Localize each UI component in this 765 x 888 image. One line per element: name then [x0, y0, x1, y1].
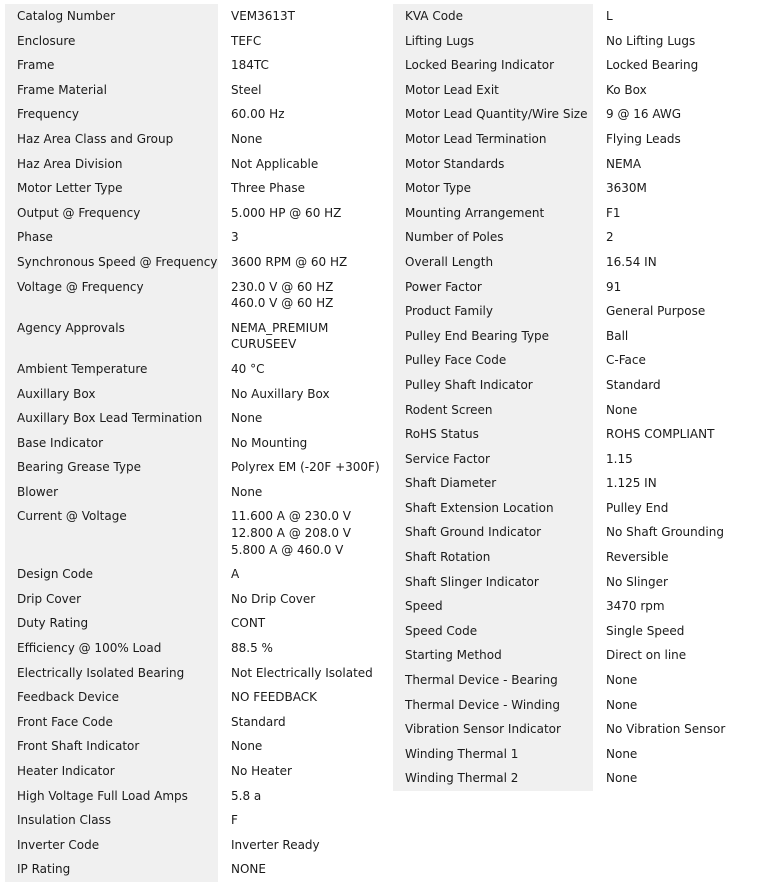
spec-label-speed-code: Speed Code — [393, 619, 593, 644]
spec-value-line: Steel — [231, 82, 262, 97]
spec-value-front-face-code — [218, 710, 393, 735]
spec-value-line: F1 — [606, 205, 621, 220]
spec-label-service-factor: Service Factor — [393, 447, 593, 472]
spec-value-line: No Vibration Sensor — [606, 722, 726, 737]
spec-value-overall-length — [593, 250, 765, 275]
spec-label-thermal-device-winding: Thermal Device - Winding — [393, 693, 593, 718]
spec-value-line: F — [231, 813, 238, 828]
spec-label-frame-material: Frame Material — [5, 78, 218, 103]
spec-label-shaft-diameter: Shaft Diameter — [393, 471, 593, 496]
spec-label-frame: Frame — [5, 53, 218, 78]
spec-value-thermal-device-bearing — [593, 668, 765, 693]
spec-label-frequency: Frequency — [5, 102, 218, 127]
spec-value-shaft-rotation — [593, 545, 765, 570]
spec-value-duty-rating — [218, 611, 393, 636]
spec-value-line: 184TC — [231, 58, 269, 73]
spec-label-power-factor: Power Factor — [393, 275, 593, 300]
spec-value-winding-thermal-1 — [593, 742, 765, 767]
spec-value-line: 12.800 A @ 208.0 V — [231, 526, 352, 541]
spec-value-drip-cover — [218, 587, 393, 612]
spec-value-line: Ko Box — [606, 82, 647, 97]
spec-label-starting-method: Starting Method — [393, 643, 593, 668]
spec-value-motor-type — [593, 176, 765, 201]
spec-label-thermal-device-bearing: Thermal Device - Bearing — [393, 668, 593, 693]
spec-label-winding-thermal-1: Winding Thermal 1 — [393, 742, 593, 767]
spec-label-feedback-device: Feedback Device — [5, 685, 218, 710]
spec-value-ip-rating — [218, 857, 393, 882]
spec-value-line: A — [231, 567, 240, 582]
spec-value-front-shaft-indicator — [218, 734, 393, 759]
spec-value-line: 5.800 A @ 460.0 V — [231, 542, 344, 557]
spec-label-output-frequency: Output @ Frequency — [5, 201, 218, 226]
spec-value-line: NO FEEDBACK — [231, 690, 318, 705]
spec-label-pulley-end-bearing-type: Pulley End Bearing Type — [393, 324, 593, 349]
spec-value-starting-method — [593, 643, 765, 668]
spec-label-locked-bearing-indicator: Locked Bearing Indicator — [393, 53, 593, 78]
spec-value-line: None — [231, 739, 263, 754]
spec-value-auxillary-box — [218, 382, 393, 407]
spec-value-number-of-poles — [593, 225, 765, 250]
spec-label-base-indicator: Base Indicator — [5, 431, 218, 456]
spec-label-current-voltage: Current @ Voltage — [5, 504, 218, 562]
spec-value-line: NONE — [231, 862, 266, 877]
spec-value-insulation-class — [218, 808, 393, 833]
spec-value-line: None — [231, 484, 263, 499]
spec-value-line: TEFC — [231, 33, 262, 48]
spec-value-line: Polyrex EM (-20F +300F) — [231, 460, 380, 475]
spec-label-design-code: Design Code — [5, 562, 218, 587]
spec-value-inverter-code — [218, 833, 393, 858]
spec-value-line: L — [606, 9, 613, 23]
spec-value-line: NEMA_PREMIUM — [231, 320, 329, 335]
spec-label-auxillary-box: Auxillary Box — [5, 382, 218, 407]
spec-label-agency-approvals: Agency Approvals — [5, 316, 218, 357]
spec-value-motor-letter-type — [218, 176, 393, 201]
spec-label-vibration-sensor-indicator: Vibration Sensor Indicator — [393, 717, 593, 742]
spec-label-number-of-poles: Number of Poles — [393, 225, 593, 250]
spec-value-line: Inverter Ready — [231, 837, 320, 852]
spec-value-line: Not Applicable — [231, 156, 319, 171]
spec-table-right — [393, 4, 765, 791]
spec-label-front-face-code: Front Face Code — [5, 710, 218, 735]
spec-value-line: 40 °C — [231, 361, 265, 376]
spec-label-haz-area-division: Haz Area Division — [5, 152, 218, 177]
spec-label-high-voltage-full-load-amps: High Voltage Full Load Amps — [5, 784, 218, 809]
spec-value-line: Standard — [606, 377, 661, 392]
spec-label-efficiency-100-load: Efficiency @ 100% Load — [5, 636, 218, 661]
spec-value-blower — [218, 480, 393, 505]
spec-label-shaft-slinger-indicator: Shaft Slinger Indicator — [393, 570, 593, 595]
spec-value-agency-approvals — [218, 316, 393, 357]
spec-label-shaft-ground-indicator: Shaft Ground Indicator — [393, 520, 593, 545]
spec-value-product-family — [593, 299, 765, 324]
spec-label-motor-lead-termination: Motor Lead Termination — [393, 127, 593, 152]
spec-value-line: None — [606, 673, 638, 688]
spec-label-catalog-number: Catalog Number — [5, 4, 218, 29]
spec-value-line: 230.0 V @ 60 HZ — [231, 279, 334, 294]
spec-value-rohs-status — [593, 422, 765, 447]
spec-value-line: None — [606, 771, 638, 786]
spec-label-bearing-grease-type: Bearing Grease Type — [5, 455, 218, 480]
spec-value-line: 9 @ 16 AWG — [606, 107, 682, 122]
spec-value-motor-lead-quantity-wire-size — [593, 102, 765, 127]
spec-value-motor-lead-termination — [593, 127, 765, 152]
spec-label-speed: Speed — [393, 594, 593, 619]
spec-value-voltage-frequency — [218, 275, 393, 316]
spec-label-winding-thermal-2: Winding Thermal 2 — [393, 766, 593, 791]
spec-label-overall-length: Overall Length — [393, 250, 593, 275]
spec-value-line: Standard — [231, 714, 286, 729]
spec-value-feedback-device — [218, 685, 393, 710]
spec-label-pulley-face-code: Pulley Face Code — [393, 348, 593, 373]
spec-value-speed — [593, 594, 765, 619]
spec-label-ambient-temperature: Ambient Temperature — [5, 357, 218, 382]
spec-label-haz-area-class-and-group: Haz Area Class and Group — [5, 127, 218, 152]
spec-value-motor-standards — [593, 152, 765, 177]
spec-value-high-voltage-full-load-amps — [218, 784, 393, 809]
spec-value-speed-code — [593, 619, 765, 644]
spec-value-line: Reversible — [606, 550, 669, 565]
spec-value-output-frequency — [218, 201, 393, 226]
spec-label-duty-rating: Duty Rating — [5, 611, 218, 636]
spec-label-enclosure: Enclosure — [5, 29, 218, 54]
spec-value-current-voltage — [218, 504, 393, 562]
spec-label-lifting-lugs: Lifting Lugs — [393, 29, 593, 54]
spec-value-line: VEM3613T — [231, 9, 296, 23]
spec-value-line: No Slinger — [606, 574, 668, 589]
spec-value-line: ROHS COMPLIANT — [606, 427, 715, 442]
spec-value-haz-area-division — [218, 152, 393, 177]
spec-label-drip-cover: Drip Cover — [5, 587, 218, 612]
spec-value-kva-code — [593, 4, 765, 29]
spec-value-base-indicator — [218, 431, 393, 456]
spec-label-auxillary-box-lead-termination: Auxillary Box Lead Termination — [5, 406, 218, 431]
spec-value-line: 88.5 % — [231, 641, 273, 656]
spec-label-shaft-rotation: Shaft Rotation — [393, 545, 593, 570]
spec-table-left — [5, 4, 393, 882]
spec-value-power-factor — [593, 275, 765, 300]
spec-value-line: NEMA — [606, 156, 642, 171]
spec-value-frame-material — [218, 78, 393, 103]
spec-value-line: General Purpose — [606, 304, 706, 319]
spec-value-line: Flying Leads — [606, 131, 681, 146]
spec-value-line: 3 — [231, 230, 239, 245]
spec-value-phase — [218, 225, 393, 250]
spec-value-frame — [218, 53, 393, 78]
spec-label-motor-lead-exit: Motor Lead Exit — [393, 78, 593, 103]
spec-value-electrically-isolated-bearing — [218, 661, 393, 686]
spec-label-motor-type: Motor Type — [393, 176, 593, 201]
spec-label-inverter-code: Inverter Code — [5, 833, 218, 858]
spec-value-efficiency-100-load — [218, 636, 393, 661]
spec-value-haz-area-class-and-group — [218, 127, 393, 152]
spec-label-electrically-isolated-bearing: Electrically Isolated Bearing — [5, 661, 218, 686]
spec-value-pulley-end-bearing-type — [593, 324, 765, 349]
spec-value-line: 3630M — [606, 181, 647, 196]
spec-label-voltage-frequency: Voltage @ Frequency — [5, 275, 218, 316]
spec-label-pulley-shaft-indicator: Pulley Shaft Indicator — [393, 373, 593, 398]
spec-label-motor-letter-type: Motor Letter Type — [5, 176, 218, 201]
spec-label-mounting-arrangement: Mounting Arrangement — [393, 201, 593, 226]
spec-value-heater-indicator — [218, 759, 393, 784]
spec-value-shaft-ground-indicator — [593, 520, 765, 545]
spec-value-line: Not Electrically Isolated — [231, 665, 373, 680]
spec-label-kva-code: KVA Code — [393, 4, 593, 29]
spec-value-thermal-device-winding — [593, 693, 765, 718]
spec-value-line: Single Speed — [606, 623, 685, 638]
spec-label-rohs-status: RoHS Status — [393, 422, 593, 447]
spec-value-shaft-diameter — [593, 471, 765, 496]
spec-value-line: 91 — [606, 279, 622, 294]
spec-value-line: 60.00 Hz — [231, 107, 285, 122]
spec-value-line: Direct on line — [606, 648, 687, 663]
spec-value-line: 460.0 V @ 60 HZ — [231, 296, 334, 311]
spec-value-motor-lead-exit — [593, 78, 765, 103]
spec-value-line: 5.8 a — [231, 788, 262, 803]
spec-value-frequency — [218, 102, 393, 127]
spec-value-ambient-temperature — [218, 357, 393, 382]
spec-value-locked-bearing-indicator — [593, 53, 765, 78]
spec-label-motor-lead-quantity-wire-size: Motor Lead Quantity/Wire Size — [393, 102, 593, 127]
spec-value-line: None — [231, 131, 263, 146]
spec-label-ip-rating: IP Rating — [5, 857, 218, 882]
spec-value-line: None — [606, 402, 638, 417]
spec-label-rodent-screen: Rodent Screen — [393, 398, 593, 423]
spec-value-line: Locked Bearing — [606, 58, 699, 73]
spec-value-line: No Shaft Grounding — [606, 525, 724, 540]
spec-value-line: C-Face — [606, 353, 646, 368]
spec-label-phase: Phase — [5, 225, 218, 250]
spec-value-lifting-lugs — [593, 29, 765, 54]
spec-value-line: No Drip Cover — [231, 591, 316, 606]
spec-value-mounting-arrangement — [593, 201, 765, 226]
spec-value-shaft-slinger-indicator — [593, 570, 765, 595]
spec-label-synchronous-speed-frequency: Synchronous Speed @ Frequency — [5, 250, 218, 275]
spec-value-line: None — [606, 697, 638, 712]
spec-value-line: Three Phase — [231, 181, 306, 196]
spec-value-line: 2 — [606, 230, 614, 245]
spec-value-synchronous-speed-frequency — [218, 250, 393, 275]
spec-value-shaft-extension-location — [593, 496, 765, 521]
spec-value-line: 1.15 — [606, 451, 633, 466]
spec-value-line: 11.600 A @ 230.0 V — [231, 509, 352, 524]
spec-value-bearing-grease-type — [218, 455, 393, 480]
spec-value-line: 1.125 IN — [606, 476, 657, 491]
spec-value-line: Ball — [606, 328, 629, 343]
spec-value-auxillary-box-lead-termination — [218, 406, 393, 431]
spec-label-blower: Blower — [5, 480, 218, 505]
spec-value-line: 16.54 IN — [606, 254, 657, 269]
spec-label-product-family: Product Family — [393, 299, 593, 324]
spec-value-line: No Auxillary Box — [231, 386, 330, 401]
spec-label-heater-indicator: Heater Indicator — [5, 759, 218, 784]
spec-value-catalog-number — [218, 4, 393, 29]
spec-value-service-factor — [593, 447, 765, 472]
spec-value-enclosure — [218, 29, 393, 54]
spec-value-vibration-sensor-indicator — [593, 717, 765, 742]
spec-value-line: 3600 RPM @ 60 HZ — [231, 254, 348, 269]
spec-value-line: 3470 rpm — [606, 599, 665, 614]
spec-value-pulley-shaft-indicator — [593, 373, 765, 398]
spec-value-line: 5.000 HP @ 60 HZ — [231, 205, 342, 220]
spec-value-line: CONT — [231, 616, 266, 631]
spec-value-rodent-screen — [593, 398, 765, 423]
spec-value-line: Pulley End — [606, 500, 669, 515]
spec-value-pulley-face-code — [593, 348, 765, 373]
spec-value-winding-thermal-2 — [593, 766, 765, 791]
spec-value-line: None — [606, 746, 638, 761]
spec-value-line: No Mounting — [231, 435, 308, 450]
spec-label-shaft-extension-location: Shaft Extension Location — [393, 496, 593, 521]
spec-value-line: None — [231, 411, 263, 426]
spec-value-design-code — [218, 562, 393, 587]
spec-label-motor-standards: Motor Standards — [393, 152, 593, 177]
spec-value-line: No Heater — [231, 764, 292, 778]
spec-label-insulation-class: Insulation Class — [5, 808, 218, 833]
spec-value-line: No Lifting Lugs — [606, 33, 696, 48]
spec-label-front-shaft-indicator: Front Shaft Indicator — [5, 734, 218, 759]
spec-value-line: CURUSEEV — [231, 337, 297, 352]
